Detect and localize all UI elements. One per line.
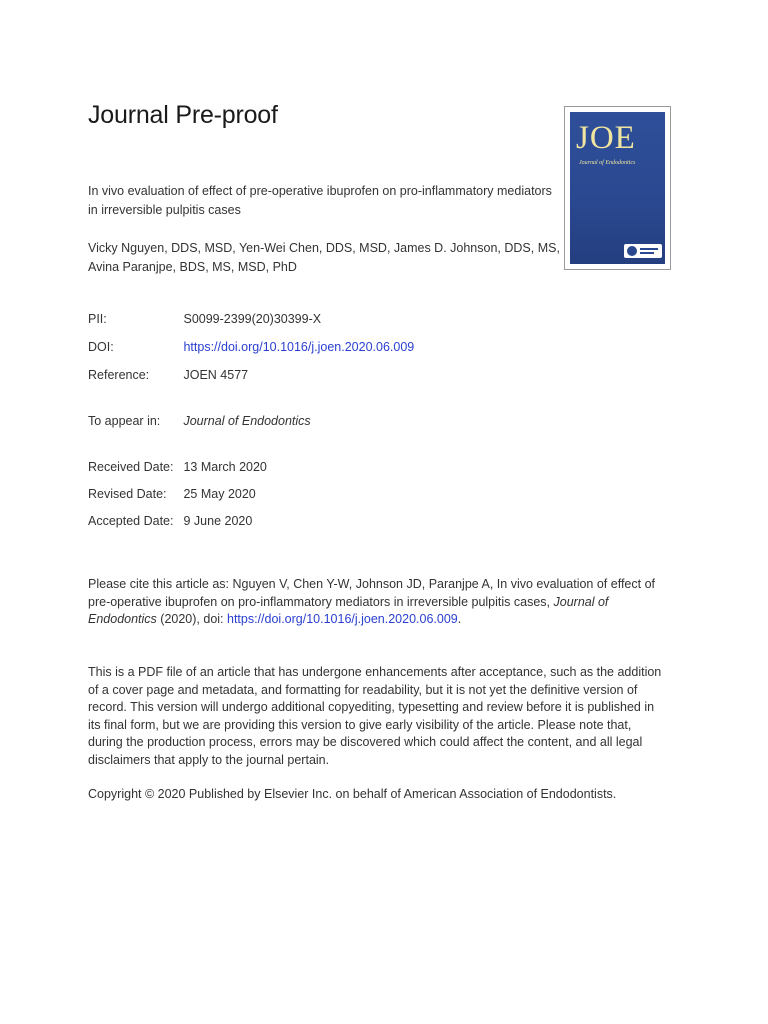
- authors-line-2: Avina Paranjpe, BDS, MS, MSD, PhD: [88, 260, 297, 274]
- article-title: In vivo evaluation of effect of pre-operative ibuprofen on pro-inflammatory mediators in irreversible pulpitis cases: [88, 184, 552, 217]
- accepted-value: 9 June 2020: [183, 514, 253, 528]
- article-authors: [88, 239, 568, 277]
- cover-subtitle: Journal of Endodontics: [579, 160, 636, 166]
- notice-paragraph: This is a PDF file of an article that has undergone enhancements after acceptance, such as the addition of a cover page and metadata, and formatting for readability, but it is not yet the definitive version of record. This version will undergo additional copyediting, typesetting and review before it is published in its final form, but we are providing this version to give early visibility of the article. Please note that, during the production process, errors may be discovered which could affect the content, and all legal disclaimers that apply to the journal pertain.: [88, 665, 662, 767]
- reference-label: Reference:: [88, 368, 150, 382]
- received-value: 13 March 2020: [183, 460, 267, 474]
- citation-prefix: Please cite this article as: Nguyen V, Chen Y-W, Johnson JD, Paranjpe A, In vivo evaluation of effect of pre-operative ibuprofen on pro-inflammatory mediators in irreversible pulpitis cases,: [88, 577, 655, 609]
- authors-line-1: Vicky Nguyen, DDS, MSD, Yen-Wei Chen, DDS, MSD, James D. Johnson, DDS, MS,: [88, 241, 560, 255]
- date-row-revised: [88, 487, 256, 501]
- publisher-logo-line: [640, 252, 654, 254]
- citation-middle: (2020), doi:: [156, 612, 227, 626]
- pii-value: S0099-2399(20)30399-X: [183, 312, 322, 326]
- meta-row-doi: [88, 340, 414, 354]
- reference-value: JOEN 4577: [183, 368, 249, 382]
- received-label: Received Date:: [88, 460, 174, 474]
- meta-row-appear: [88, 414, 311, 428]
- page-heading: Journal Pre-proof: [88, 101, 278, 129]
- accepted-label: Accepted Date:: [88, 514, 174, 528]
- citation-journal: Journal of Endodontics: [88, 594, 609, 626]
- meta-row-reference: [88, 368, 248, 382]
- revised-value: 25 May 2020: [183, 487, 256, 501]
- doi-link[interactable]: https://doi.org/10.1016/j.joen.2020.06.009: [183, 340, 415, 354]
- pii-label: PII:: [88, 312, 107, 326]
- publisher-mark-icon: [627, 246, 637, 256]
- copyright-line: Copyright © 2020 Published by Elsevier Inc. on behalf of American Association of Endodontists.: [88, 787, 617, 801]
- date-row-received: [88, 460, 267, 474]
- date-row-accepted: [88, 514, 252, 528]
- citation-paragraph: [88, 576, 668, 629]
- meta-row-pii: [88, 312, 321, 326]
- cover-logo: JOE: [576, 120, 636, 156]
- appear-journal: Journal of Endodontics: [183, 414, 311, 428]
- revised-label: Revised Date:: [88, 487, 167, 501]
- journal-cover-thumbnail: [564, 106, 671, 270]
- appear-label: To appear in:: [88, 414, 161, 428]
- publisher-logo-icon: [624, 244, 662, 258]
- citation-suffix: .: [457, 612, 462, 626]
- citation-doi-link[interactable]: https://doi.org/10.1016/j.joen.2020.06.009: [227, 612, 458, 626]
- doi-label: DOI:: [88, 340, 114, 354]
- publisher-logo-line: [640, 248, 658, 250]
- cover-panel: [570, 112, 665, 264]
